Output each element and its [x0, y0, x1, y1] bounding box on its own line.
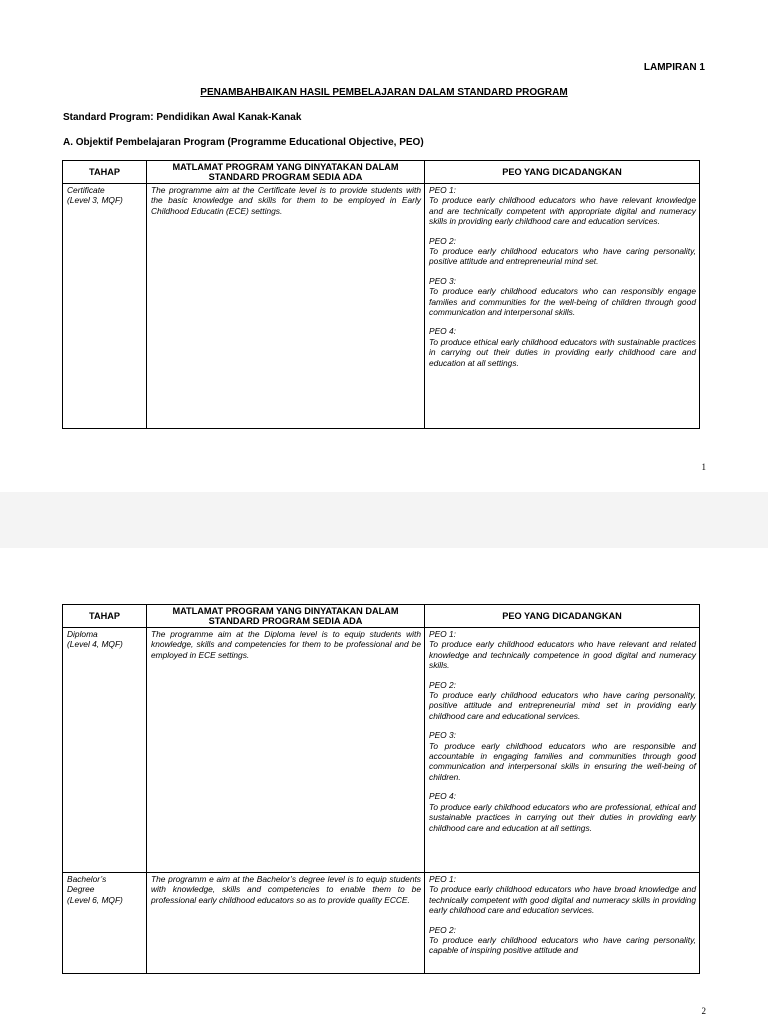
- peo-text: To produce early childhood educators who have caring personality, capable of inspiring positive attitude and: [429, 935, 696, 956]
- peo-text: To produce early childhood educators who are professional, ethical and sustainable practices in carrying out their duties in providing early childhood care and education at all settings.: [429, 801, 696, 833]
- peo-text: To produce early childhood educators who have caring personality, positive attitude and entrepreneurial mind set.: [429, 246, 696, 267]
- peo-label: PEO 2:: [429, 235, 456, 246]
- peo-item: [429, 925, 696, 956]
- peo-label: PEO 1:: [429, 874, 456, 884]
- page-number: 2: [701, 1006, 706, 1016]
- peo-label: PEO 3:: [429, 275, 456, 286]
- peo-item: [429, 791, 696, 833]
- peo-text: To produce early childhood educators who have broad knowledge and technically competent with good digital and numeracy skills in providing early childhood care and education services.: [429, 884, 696, 916]
- peo-label: PEO 1:: [429, 185, 456, 195]
- peo-item: [429, 680, 696, 722]
- page-number: 1: [701, 462, 706, 472]
- peo-text: To produce early childhood educators who can responsibly engage families and communities for the well-being of children through good communication and interpersonal skills.: [429, 286, 696, 318]
- peo-item: [429, 185, 696, 227]
- peo-item: [429, 874, 696, 916]
- document-title: PENAMBAHBAIKAN HASIL PEMBELAJARAN DALAM STANDARD PROGRAM: [200, 87, 568, 98]
- aim-text: The programm e aim at the Bachelor’s degree level is to equip students with knowledge, skills and competencies to enable them to be professional early childhood educators so as to provide quality ECCE.: [151, 874, 421, 905]
- peo-item: [429, 326, 696, 368]
- peo-label: PEO 1:: [429, 629, 456, 639]
- table-row: [63, 873, 700, 974]
- level-text: Diploma (Level 4, MQF): [67, 629, 123, 650]
- level-text: Bachelor’s Degree (Level 6, MQF): [67, 874, 123, 905]
- peo-text: To produce early childhood educators who are responsible and accountable in engaging families and communities through good communication and interpersonal skills in ensuring the well-being of children.: [429, 740, 696, 782]
- peo-text: To produce early childhood educators who have relevant and related knowledge and technically competence in good digital and numeracy skills.: [429, 639, 696, 671]
- level-cell: [63, 184, 147, 429]
- table-row: [63, 628, 700, 873]
- peo-item: [429, 629, 696, 671]
- aim-text: The programme aim at the Certificate level is to provide students with the basic knowledge and skills for them to be employed in Early Childhood Educatin (ECE) settings.: [151, 185, 421, 216]
- peo-item: [429, 730, 696, 782]
- lampiran-label: LAMPIRAN 1: [643, 62, 705, 73]
- level-text: Certificate (Level 3, MQF): [67, 185, 123, 206]
- level-cell: [63, 873, 147, 974]
- peo-cell: [425, 184, 700, 429]
- peo-cell: [425, 628, 700, 873]
- peo-label: PEO 4:: [429, 791, 456, 802]
- peo-item: [429, 236, 696, 267]
- header-matlamat: MATLAMAT PROGRAM YANG DINYATAKAN DALAM STANDARD PROGRAM SEDIA ADA: [147, 605, 425, 628]
- table-row: [63, 184, 700, 429]
- peo-label: PEO 4:: [429, 326, 456, 337]
- header-tahap: TAHAP: [63, 605, 147, 628]
- table-header-row: [63, 161, 700, 184]
- header-peo: PEO YANG DICADANGKAN: [425, 161, 700, 184]
- peo-table-1: [62, 160, 700, 429]
- peo-item: [429, 276, 696, 318]
- header-peo: PEO YANG DICADANGKAN: [425, 605, 700, 628]
- level-cell: [63, 628, 147, 873]
- peo-label: PEO 2:: [429, 679, 456, 690]
- aim-text: The programme aim at the Diploma level is to equip students with knowledge, skills and competencies for them to be professional and be employed in ECE settings.: [151, 629, 421, 660]
- aim-cell: [147, 873, 425, 974]
- standard-program-heading: Standard Program: Pendidikan Awal Kanak-Kanak: [63, 112, 302, 123]
- peo-text: To produce early childhood educators who have caring personality, positive attitude and entrepreneurial mind set in providing early childhood care and educational services.: [429, 690, 696, 721]
- page-1: [0, 0, 768, 492]
- peo-table-2: [62, 604, 700, 974]
- aim-cell: [147, 184, 425, 429]
- aim-cell: [147, 628, 425, 873]
- section-title: A. Objektif Pembelajaran Program (Programme Educational Objective, PEO): [63, 137, 424, 148]
- peo-cell: [425, 873, 700, 974]
- header-matlamat: MATLAMAT PROGRAM YANG DINYATAKAN DALAM STANDARD PROGRAM SEDIA ADA: [147, 161, 425, 184]
- table-header-row: [63, 605, 700, 628]
- peo-label: PEO 2:: [429, 924, 456, 935]
- peo-text: To produce early childhood educators who have relevant knowledge and are technically competent with appropriate digital and numeracy skills in providing early childhood care and education services.: [429, 195, 696, 227]
- header-tahap: TAHAP: [63, 161, 147, 184]
- peo-text: To produce ethical early childhood educators with sustainable practices in carrying out their duties in providing early childhood care and education at all settings.: [429, 336, 696, 368]
- peo-label: PEO 3:: [429, 730, 456, 741]
